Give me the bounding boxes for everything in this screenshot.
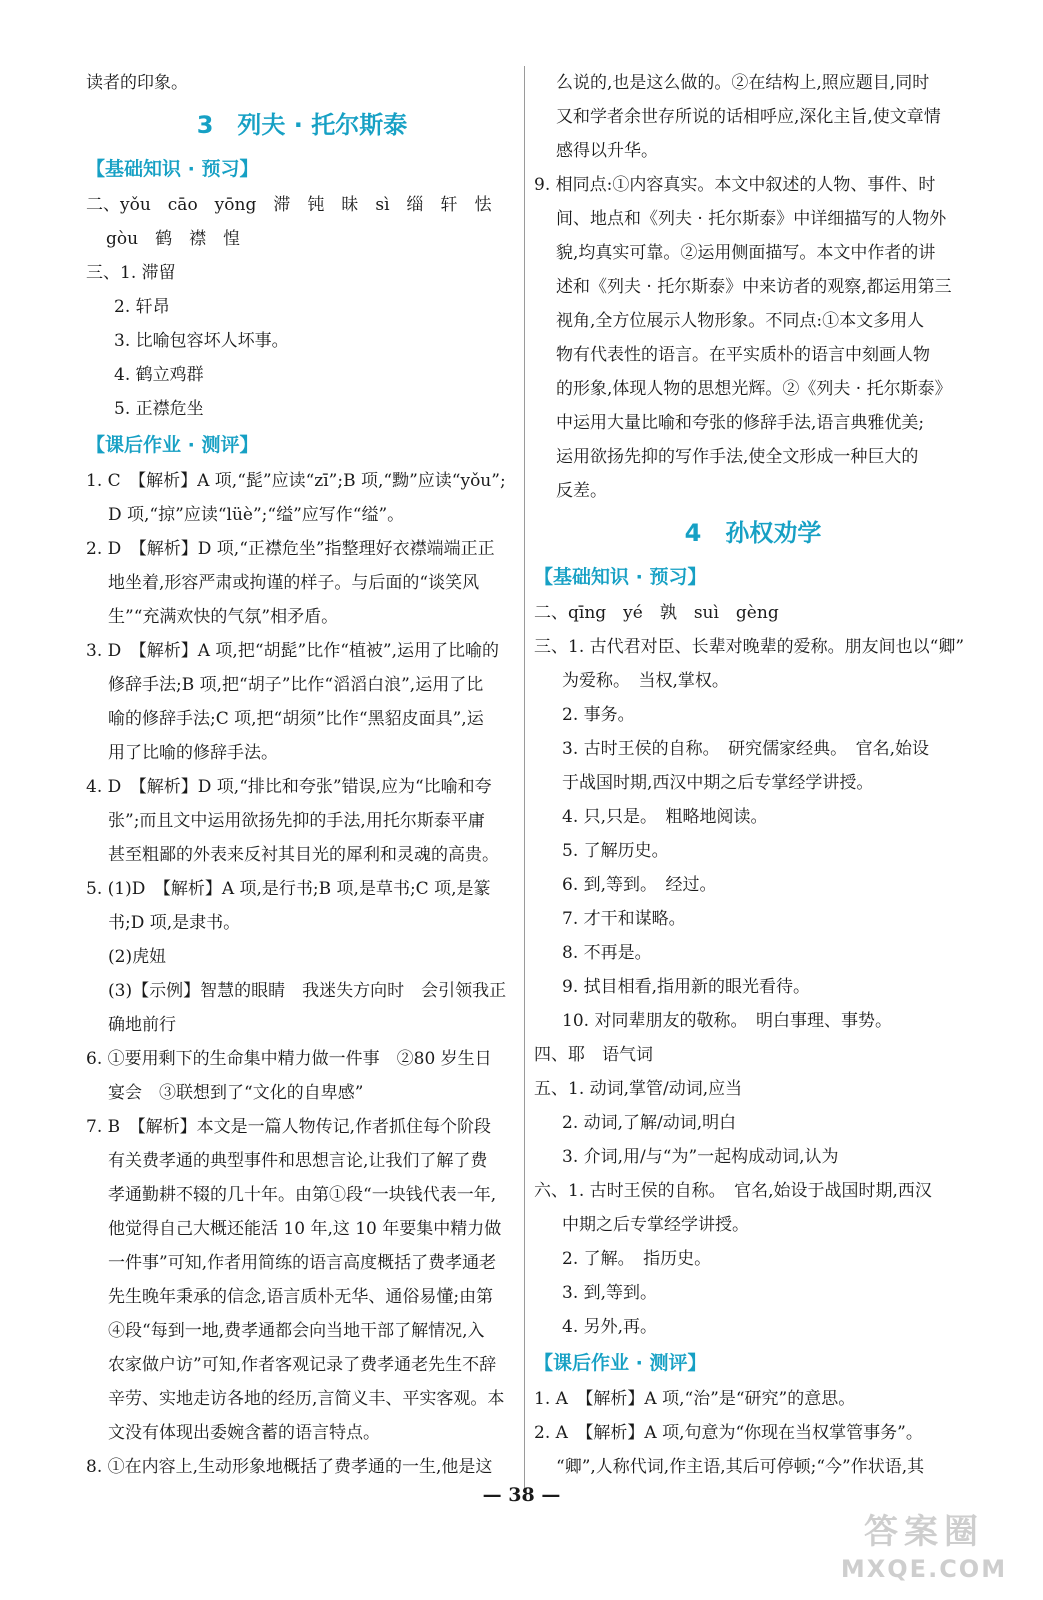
text-line: 张”;而且文中运用欲扬先抑的手法,用托尔斯泰平庸 [108, 811, 485, 831]
text-line: 四、耶 语气词 [534, 1045, 653, 1065]
text-line: 先生晚年秉承的信念,语言质朴无华、通俗易懂;由第 [108, 1287, 494, 1307]
text-line: 又和学者余世存所说的话相呼应,深化主旨,使文章情 [556, 107, 941, 127]
text-line: 他觉得自己大概还能活 10 年,这 10 年要集中精力做 [108, 1219, 502, 1239]
section-heading: 【课后作业 · 测评】 [534, 1352, 707, 1374]
text-line: 2. D 【解析】D 项,“正襟危坐”指整理好衣襟端端正正 [86, 539, 495, 559]
text-line: 4. D 【解析】D 项,“排比和夸张”错误,应为“比喻和夸 [86, 777, 492, 797]
text-line: 物有代表性的语言。在平实质朴的语言中刻画人物 [556, 345, 930, 365]
text-line: 2. 了解。 指历史。 [562, 1249, 712, 1269]
text-line: 8. 不再是。 [562, 943, 652, 963]
text-line: 3. 比喻包容坏人坏事。 [114, 331, 289, 351]
text-line: 中期之后专掌经学讲授。 [562, 1215, 749, 1235]
text-line: 中运用大量比喻和夸张的修辞手法,语言典雅优美; [556, 413, 925, 433]
page-number: — 38 — [482, 1484, 561, 1506]
text-line: 一件事”可知,作者用简练的语言高度概括了费孝通老 [108, 1253, 497, 1273]
text-line: 2. A 【解析】A 项,句意为“你现在当权掌管事务”。 [534, 1423, 923, 1443]
text-line: 述和《列夫 · 托尔斯泰》中来访者的观察,都运用第三 [556, 277, 952, 297]
text-line: 喻的修辞手法;C 项,把“胡须”比作“黑貂皮面具”,运 [108, 709, 484, 729]
text-line: 3. 介词,用/与“为”一起构成动词,认为 [562, 1147, 839, 1167]
text-line: 甚至粗鄙的外表来反衬其目光的犀利和灵魂的高贵。 [108, 845, 499, 865]
right-column [534, 66, 972, 1484]
text-line: 运用欲扬先抑的写作手法,使全文形成一种巨大的 [556, 447, 919, 467]
watermark-cn: 答案圈 [864, 1512, 984, 1552]
text-line: 修辞手法;B 项,把“胡子”比作“滔滔白浪”,运用了比 [108, 675, 484, 695]
text-line: 4. 鹤立鸡群 [114, 365, 204, 385]
text-line: 于战国时期,西汉中期之后专掌经学讲授。 [562, 773, 874, 793]
text-line: (3)【示例】智慧的眼睛 我迷失方向时 会引领我正 [108, 981, 507, 1001]
text-line: 1. C 【解析】A 项,“髭”应读“zī”;B 项,“黝”应读“yǒu”; [86, 471, 506, 491]
text-line: 8. ①在内容上,生动形象地概括了费孝通的一生,他是这 [86, 1457, 493, 1477]
text-line: 2. 轩昂 [114, 297, 170, 317]
section-heading: 【基础知识 · 预习】 [86, 158, 259, 180]
text-line: 文没有体现出委婉含蓄的语言特点。 [108, 1423, 380, 1443]
text-line: 3. 到,等到。 [562, 1283, 658, 1303]
section-heading: 【基础知识 · 预习】 [534, 566, 707, 588]
text-line: 的形象,体现人物的思想光辉。②《列夫 · 托尔斯泰》 [556, 379, 952, 399]
watermark-en: MXQE.COM [840, 1555, 1008, 1583]
text-line: 辛劳、实地走访各地的经历,言简义丰、平实客观。本 [108, 1389, 505, 1409]
text-line: 读者的印象。 [86, 73, 188, 93]
text-line: 书;D 项,是隶书。 [108, 913, 241, 933]
text-line: 5. 正襟危坐 [114, 399, 204, 419]
section-heading: 【课后作业 · 测评】 [86, 434, 259, 456]
text-line: 地坐着,形容严肃或拘谨的样子。与后面的“谈笑风 [108, 573, 480, 593]
text-line: 三、1. 滞留 [86, 263, 176, 283]
text-line: 用了比喻的修辞手法。 [108, 743, 278, 763]
text-line: 4. 只,只是。 粗略地阅读。 [562, 807, 768, 827]
lesson-title: 3 列夫 · 托尔斯泰 [196, 111, 408, 139]
column-divider [524, 66, 525, 1490]
text-line: 确地前行 [108, 1015, 176, 1035]
text-line: 农家做户访”可知,作者客观记录了费孝通老先生不辞 [108, 1355, 497, 1375]
text-line: 五、1. 动词,掌管/动词,应当 [534, 1079, 743, 1099]
text-line: 二、yǒu cāo yōng 滞 钝 昧 sì 缁 轩 怯 [86, 195, 492, 215]
watermark-logo [819, 1510, 1029, 1590]
text-line: 7. 才干和谋略。 [562, 909, 686, 929]
text-line: 貌,均真实可靠。②运用侧面描写。本文中作者的讲 [556, 243, 936, 263]
text-line: 3. 古时王侯的自称。 研究儒家经典。 官名,始设 [562, 739, 930, 759]
text-line: 2. 事务。 [562, 705, 635, 725]
text-line: 2. 动词,了解/动词,明白 [562, 1113, 737, 1133]
text-line: 10. 对同辈朋友的敬称。 明白事理、事势。 [562, 1011, 892, 1031]
text-line: 有关费孝通的典型事件和思想言论,让我们了解了费 [108, 1151, 488, 1171]
lesson-title: 4 孙权劝学 [684, 519, 822, 547]
text-line: 反差。 [556, 481, 607, 501]
text-line: 6. ①要用剩下的生命集中精力做一件事 ②80 岁生日 [86, 1049, 492, 1069]
left-column [86, 66, 518, 1484]
text-line: 为爱称。 当权,掌权。 [562, 671, 729, 691]
text-line: (2)虎妞 [108, 947, 167, 967]
text-line: 5. (1)D 【解析】A 项,是行书;B 项,是草书;C 项,是篆 [86, 879, 491, 899]
text-line: 三、1. 古代君对臣、长辈对晚辈的爱称。朋友间也以“卿” [534, 637, 965, 657]
text-line: 生”“充满欢快的气氛”相矛盾。 [108, 607, 339, 627]
text-line: 宴会 ③联想到了“文化的自卑感” [108, 1083, 364, 1103]
text-line: 5. 了解历史。 [562, 841, 669, 861]
text-line: 感得以升华。 [556, 141, 658, 161]
text-line: D 项,“掠”应读“lüè”;“缢”应写作“缢”。 [108, 505, 405, 525]
text-line: 么说的,也是这么做的。②在结构上,照应题目,同时 [556, 73, 930, 93]
text-line: “卿”,人称代词,作主语,其后可停顿;“今”作状语,其 [556, 1457, 925, 1477]
text-line: 二、qīng yé 孰 suì gèng [534, 603, 779, 623]
text-line: 4. 另外,再。 [562, 1317, 658, 1337]
text-line: ④段“每到一地,费孝通都会向当地干部了解情况,入 [108, 1321, 485, 1341]
text-line: 视角,全方位展示人物形象。不同点:①本文多用人 [556, 311, 925, 331]
text-line: 9. 拭目相看,指用新的眼光看待。 [562, 977, 811, 997]
text-line: 7. B 【解析】本文是一篇人物传记,作者抓住每个阶段 [86, 1117, 492, 1137]
text-line: 1. A 【解析】A 项,“治”是“研究”的意思。 [534, 1389, 856, 1409]
text-line: 3. D 【解析】A 项,把“胡髭”比作“植被”,运用了比喻的 [86, 641, 500, 661]
text-line: gòu 鹤 襟 惶 [106, 229, 241, 249]
text-line: 9. 相同点:①内容真实。本文中叙述的人物、事件、时 [534, 175, 936, 195]
text-line: 孝通勤耕不辍的几十年。由第①段“一块钱代表一年, [108, 1185, 497, 1205]
text-line: 间、地点和《列夫 · 托尔斯泰》中详细描写的人物外 [556, 209, 947, 229]
text-line: 6. 到,等到。 经过。 [562, 875, 717, 895]
text-line: 六、1. 古时王侯的自称。 官名,始设于战国时期,西汉 [534, 1181, 932, 1201]
